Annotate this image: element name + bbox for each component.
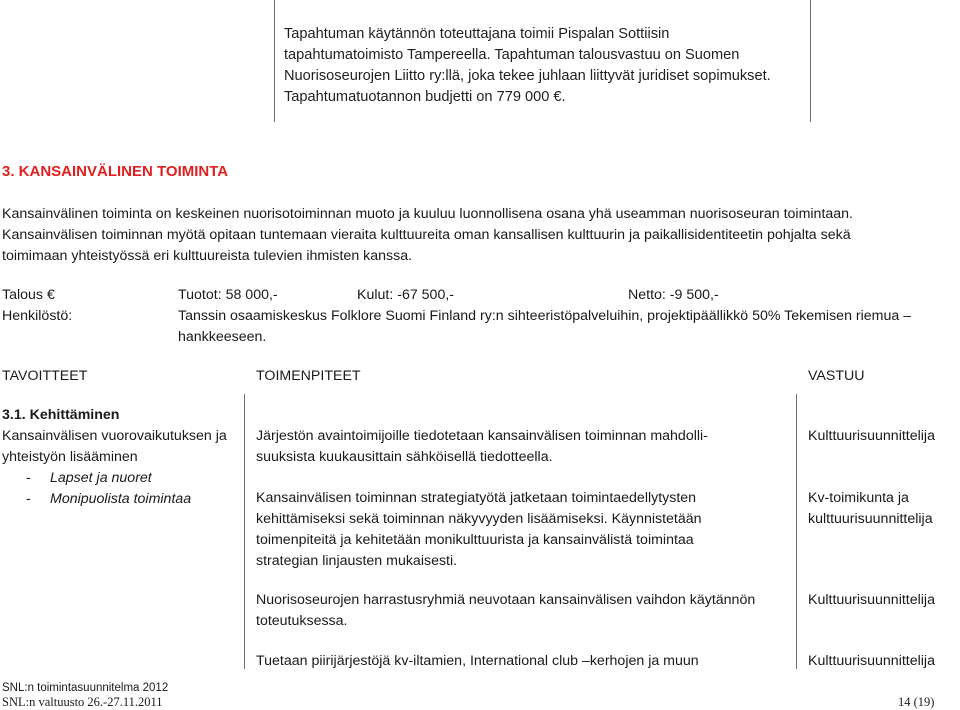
bullet-dash: -: [26, 491, 31, 507]
kulut-value: Kulut: -67 500,-: [357, 287, 455, 303]
top-box-left-border: [274, 0, 275, 122]
section-paragraph-2-line: toimimaan yhteistyössä eri kulttuureista tulevien ihmisten kanssa.: [2, 248, 413, 264]
top-box: [284, 24, 804, 108]
section-paragraph-2-line: Kansainvälisen toiminnan myötä opitaan tuntemaan vieraita kulttuureita oman kansallisen kulttuurin ja paikallisidentiteetin pohjalta sekä: [2, 227, 851, 243]
responsible-line: Kulttuurisuunnittelija: [808, 428, 935, 444]
goal-bullet: Monipuolista toimintaa: [50, 491, 192, 507]
goal-line: Kansainvälisen vuorovaikutuksen ja: [2, 428, 227, 444]
footer-plan: SNL:n toimintasuunnitelma 2012: [2, 682, 169, 694]
top-box-line: tapahtumatoimisto Tampereella. Tapahtuman talousvastuu on Suomen: [284, 47, 740, 63]
netto-value: Netto: -9 500,-: [628, 287, 719, 303]
henkilosto-line: Tanssin osaamiskeskus Folklore Suomi Finland ry:n sihteeristöpalveluihin, projektipäällikkö 50% Tekemisen riemua –: [178, 308, 912, 324]
header-tavoitteet: TAVOITTEET: [2, 368, 88, 384]
henkilosto-line: hankkeeseen.: [178, 329, 267, 345]
section-heading: 3. KANSAINVÄLINEN TOIMINTA: [2, 163, 229, 180]
section-paragraph-1: Kansainvälinen toiminta on keskeinen nuorisotoiminnan muoto ja kuuluu luonnollisena osana yhä useamman nuorisoseuran toimintaan.: [2, 206, 853, 222]
action-line: toteutuksessa.: [256, 613, 348, 629]
column-separator-1: [244, 394, 245, 669]
footer-council: SNL:n valtuusto 26.-27.11.2011: [2, 695, 163, 709]
header-vastuu: VASTUU: [808, 368, 865, 384]
action-line: toimenpiteitä ja kehitetään monikulttuurista ja kansainvälistä toimintaa: [256, 532, 694, 548]
top-box-line: Nuorisoseurojen Liitto ry:llä, joka tekee juhlaan liittyvät juridiset sopimukset.: [284, 68, 771, 84]
subheading-kehittaminen: 3.1. Kehittäminen: [2, 407, 120, 423]
top-box-line: Tapahtumatuotannon budjetti on 779 000 €.: [284, 89, 566, 105]
page-number: 14 (19): [898, 695, 935, 709]
header-toimenpiteet: TOIMENPITEET: [256, 368, 361, 384]
action-line: Järjestön avaintoimijoille tiedotetaan kansainvälisen toiminnan mahdolli-: [256, 428, 708, 444]
talous-label: Talous €: [2, 287, 55, 303]
goal-line: yhteistyön lisääminen: [2, 449, 138, 465]
responsible-line: Kv-toimikunta ja: [808, 490, 909, 506]
henkilosto-label: Henkilöstö:: [2, 308, 73, 324]
top-box-right-border: [810, 0, 811, 122]
action-line: suuksista kuukausittain sähköisellä tiedotteella.: [256, 449, 553, 465]
top-box-line: Tapahtuman käytännön toteuttajana toimii Pispalan Sottiisin: [284, 26, 670, 42]
action-line: Tuetaan piirijärjestöjä kv-iltamien, International club –kerhojen ja muun: [256, 653, 699, 669]
goal-bullet: Lapset ja nuoret: [50, 470, 152, 486]
responsible-line: kulttuurisuunnittelija: [808, 511, 933, 527]
bullet-dash: -: [26, 470, 31, 486]
responsible-line: Kulttuurisuunnittelija: [808, 592, 935, 608]
action-line: kehittämiseksi sekä toiminnan näkyvyyden lisäämiseksi. Käynnistetään: [256, 511, 702, 527]
action-line: Kansainvälisen toiminnan strategiatyötä jatketaan toimintaedellytysten: [256, 490, 697, 506]
tuotot-value: Tuotot: 58 000,-: [178, 287, 278, 303]
responsible-line: Kulttuurisuunnittelija: [808, 653, 935, 669]
column-separator-2: [796, 394, 797, 669]
action-line: strategian linjausten mukaisesti.: [256, 553, 458, 569]
action-line: Nuorisoseurojen harrastusryhmiä neuvotaan kansainvälisen vaihdon käytännön: [256, 592, 756, 608]
